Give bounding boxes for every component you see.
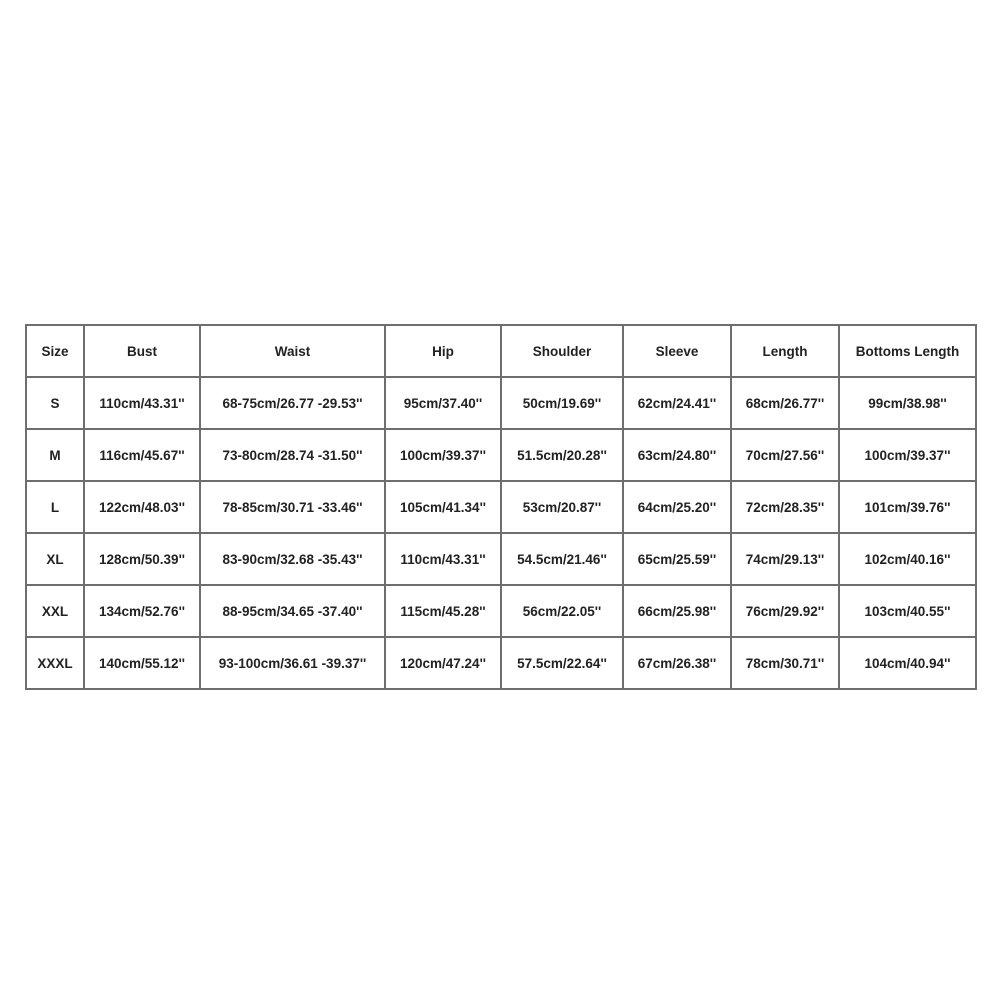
cell-bottoms-length: 99cm/38.98'': [839, 377, 976, 429]
cell-bust: 116cm/45.67'': [84, 429, 200, 481]
cell-bust: 110cm/43.31'': [84, 377, 200, 429]
cell-shoulder: 54.5cm/21.46'': [501, 533, 623, 585]
cell-bottoms-length: 100cm/39.37'': [839, 429, 976, 481]
cell-length: 70cm/27.56'': [731, 429, 839, 481]
table-row: [26, 637, 976, 689]
header-size: Size: [26, 325, 84, 377]
cell-hip: 110cm/43.31'': [385, 533, 501, 585]
header-sleeve: Sleeve: [623, 325, 731, 377]
header-waist: Waist: [200, 325, 385, 377]
cell-bottoms-length: 104cm/40.94'': [839, 637, 976, 689]
cell-waist: 78-85cm/30.71 -33.46'': [200, 481, 385, 533]
cell-bottoms-length: 102cm/40.16'': [839, 533, 976, 585]
cell-length: 68cm/26.77'': [731, 377, 839, 429]
header-row: [26, 325, 976, 377]
cell-hip: 100cm/39.37'': [385, 429, 501, 481]
cell-sleeve: 65cm/25.59'': [623, 533, 731, 585]
cell-length: 78cm/30.71'': [731, 637, 839, 689]
header-length: Length: [731, 325, 839, 377]
cell-shoulder: 57.5cm/22.64'': [501, 637, 623, 689]
cell-hip: 115cm/45.28'': [385, 585, 501, 637]
cell-size: S: [26, 377, 84, 429]
cell-sleeve: 66cm/25.98'': [623, 585, 731, 637]
cell-size: XXXL: [26, 637, 84, 689]
cell-sleeve: 64cm/25.20'': [623, 481, 731, 533]
header-bust: Bust: [84, 325, 200, 377]
cell-shoulder: 50cm/19.69'': [501, 377, 623, 429]
cell-bust: 128cm/50.39'': [84, 533, 200, 585]
cell-bust: 134cm/52.76'': [84, 585, 200, 637]
cell-length: 76cm/29.92'': [731, 585, 839, 637]
cell-waist: 68-75cm/26.77 -29.53'': [200, 377, 385, 429]
cell-waist: 93-100cm/36.61 -39.37'': [200, 637, 385, 689]
table-row: [26, 429, 976, 481]
header-shoulder: Shoulder: [501, 325, 623, 377]
header-hip: Hip: [385, 325, 501, 377]
cell-shoulder: 51.5cm/20.28'': [501, 429, 623, 481]
size-chart-table: [25, 324, 977, 690]
cell-length: 72cm/28.35'': [731, 481, 839, 533]
cell-length: 74cm/29.13'': [731, 533, 839, 585]
cell-shoulder: 53cm/20.87'': [501, 481, 623, 533]
cell-waist: 83-90cm/32.68 -35.43'': [200, 533, 385, 585]
header-bottoms-length: Bottoms Length: [839, 325, 976, 377]
table-row: [26, 481, 976, 533]
cell-bottoms-length: 101cm/39.76'': [839, 481, 976, 533]
cell-sleeve: 63cm/24.80'': [623, 429, 731, 481]
table-row: [26, 377, 976, 429]
cell-bust: 140cm/55.12'': [84, 637, 200, 689]
cell-size: M: [26, 429, 84, 481]
cell-size: L: [26, 481, 84, 533]
cell-bottoms-length: 103cm/40.55'': [839, 585, 976, 637]
table-row: [26, 585, 976, 637]
table-row: [26, 533, 976, 585]
cell-hip: 95cm/37.40'': [385, 377, 501, 429]
cell-size: XXL: [26, 585, 84, 637]
cell-hip: 105cm/41.34'': [385, 481, 501, 533]
cell-waist: 73-80cm/28.74 -31.50'': [200, 429, 385, 481]
cell-sleeve: 62cm/24.41'': [623, 377, 731, 429]
cell-waist: 88-95cm/34.65 -37.40'': [200, 585, 385, 637]
cell-hip: 120cm/47.24'': [385, 637, 501, 689]
cell-size: XL: [26, 533, 84, 585]
cell-shoulder: 56cm/22.05'': [501, 585, 623, 637]
cell-bust: 122cm/48.03'': [84, 481, 200, 533]
cell-sleeve: 67cm/26.38'': [623, 637, 731, 689]
